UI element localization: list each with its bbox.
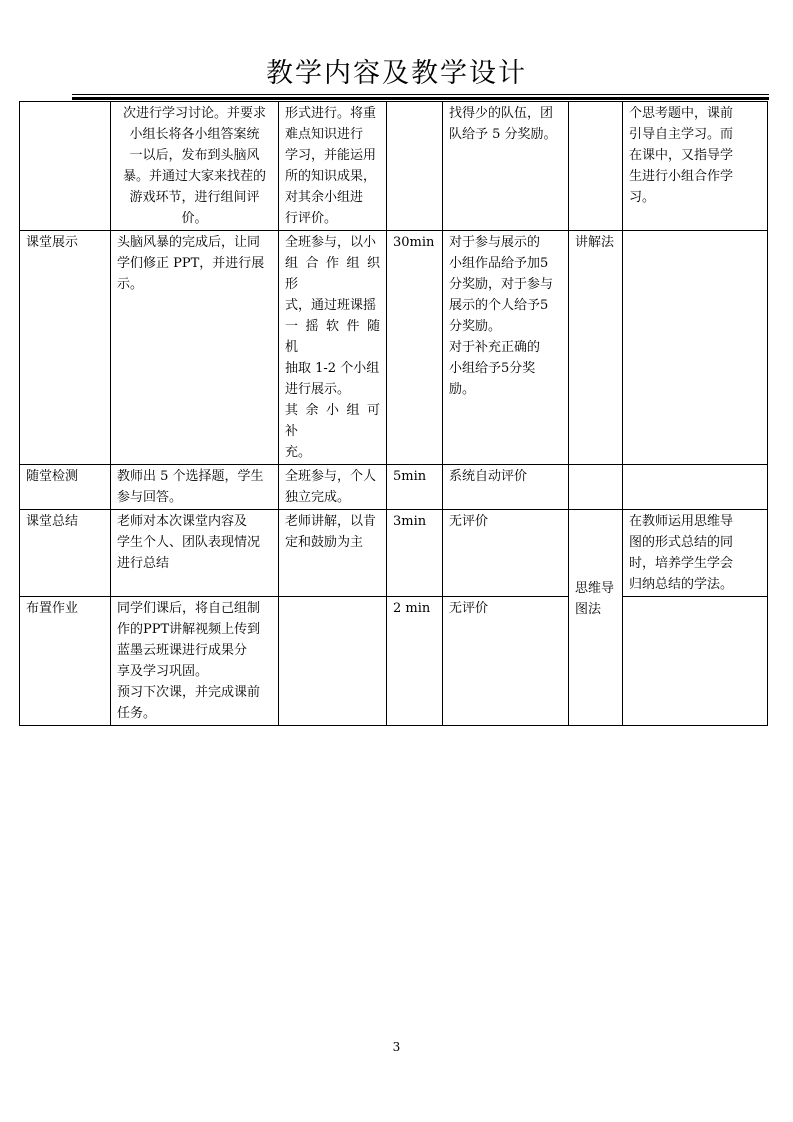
cell-text: 一 摇 软 件 随 机 bbox=[285, 319, 380, 355]
page-number: 3 bbox=[392, 1040, 401, 1054]
cell-text: 小组给予5分奖 bbox=[449, 361, 536, 376]
method-cell-merged bbox=[569, 510, 623, 726]
cell-text: 对其余小组进 bbox=[285, 190, 364, 205]
cell-text: 图的形式总结的同 bbox=[629, 535, 734, 550]
method-cell bbox=[569, 231, 623, 465]
method-cell bbox=[569, 102, 623, 231]
cell-text: 老师讲解，以肯 bbox=[285, 514, 377, 529]
cell-text: 全班参与，个人 bbox=[285, 469, 377, 484]
intent-cell bbox=[623, 102, 768, 231]
cell-text: 同学们课后，将自己组制 bbox=[117, 601, 261, 616]
cell-text: 图法 bbox=[575, 602, 602, 617]
time-cell bbox=[387, 102, 443, 231]
cell-text: 老师对本次课堂内容及 bbox=[117, 514, 248, 529]
cell-text: 示。 bbox=[117, 277, 144, 292]
cell-text: 2 min bbox=[393, 601, 431, 616]
cell-text: 组 合 作 组 织 形 bbox=[285, 256, 380, 292]
form-cell bbox=[279, 102, 387, 231]
cell-text: 进行总结 bbox=[117, 556, 170, 571]
content-cell bbox=[111, 510, 279, 597]
cell-text: 进行展示。 bbox=[285, 382, 351, 397]
cell-text: 次进行学习讨论。并要求 bbox=[122, 106, 266, 121]
intent-cell bbox=[623, 465, 768, 510]
cell-text: 游戏环节，进行组间评 bbox=[129, 190, 260, 205]
cell-text: 享及学习巩固。 bbox=[117, 664, 209, 679]
stage-cell bbox=[20, 102, 111, 231]
cell-text: 头脑风暴的完成后，让同 bbox=[117, 235, 261, 250]
cell-text: 作的PPT讲解视频上传到 bbox=[117, 622, 261, 637]
content-cell bbox=[111, 231, 279, 465]
cell-text: 小组作品给予加5 bbox=[449, 256, 549, 271]
lesson-plan-table bbox=[19, 101, 768, 726]
cell-text: 引导自主学习。而 bbox=[629, 127, 734, 142]
evaluation-cell bbox=[443, 597, 569, 726]
cell-text: 随堂检测 bbox=[26, 469, 79, 484]
cell-text: 学们修正 PPT，并进行展 bbox=[117, 256, 265, 271]
cell-text: 对于参与展示的 bbox=[449, 235, 541, 250]
cell-text: 全班参与，以小 bbox=[285, 235, 377, 250]
cell-text: 时，培养学生学会 bbox=[629, 556, 734, 571]
cell-text: 5min bbox=[393, 469, 427, 484]
time-cell bbox=[387, 597, 443, 726]
cell-text: 式，通过班课摇 bbox=[285, 298, 377, 313]
evaluation-cell bbox=[443, 231, 569, 465]
cell-text: 个思考题中，课前 bbox=[629, 106, 734, 121]
stage-cell bbox=[20, 465, 111, 510]
cell-text: 找得少的队伍，团 bbox=[449, 106, 554, 121]
cell-text: 课堂总结 bbox=[26, 514, 79, 529]
cell-text: 学生个人、团队表现情况 bbox=[117, 535, 261, 550]
form-cell bbox=[279, 231, 387, 465]
cell-text: 学习，并能运用 bbox=[285, 148, 377, 163]
intent-cell bbox=[623, 231, 768, 465]
evaluation-cell bbox=[443, 102, 569, 231]
time-cell bbox=[387, 465, 443, 510]
stage-cell bbox=[20, 231, 111, 465]
header-rule-thick bbox=[72, 97, 769, 100]
method-cell bbox=[569, 465, 623, 510]
stage-cell bbox=[20, 510, 111, 597]
cell-text: 充。 bbox=[285, 445, 312, 460]
table-row bbox=[20, 231, 768, 465]
cell-text: 展示的个人给予5 bbox=[449, 298, 549, 313]
cell-text: 一以后，发布到头脑风 bbox=[129, 148, 260, 163]
content-cell bbox=[111, 102, 279, 231]
cell-text: 任务。 bbox=[117, 706, 157, 721]
cell-text: 无评价 bbox=[449, 601, 489, 616]
cell-text: 所的知识成果， bbox=[285, 169, 377, 184]
table-row bbox=[20, 597, 768, 726]
cell-text: 习。 bbox=[629, 190, 656, 205]
intent-cell bbox=[623, 510, 768, 597]
cell-text: 行评价。 bbox=[285, 211, 338, 226]
cell-text: 励。 bbox=[449, 382, 476, 397]
content-cell bbox=[111, 465, 279, 510]
cell-text: 预习下次课，并完成课前 bbox=[117, 685, 261, 700]
cell-text: 思维导 bbox=[575, 581, 615, 596]
cell-text: 3min bbox=[393, 514, 427, 529]
cell-text: 形式进行。将重 bbox=[285, 106, 377, 121]
cell-text: 抽取 1-2 个小组 bbox=[285, 361, 380, 376]
time-cell bbox=[387, 510, 443, 597]
cell-text: 对于补充正确的 bbox=[449, 340, 541, 355]
table-row bbox=[20, 102, 768, 231]
cell-text: 分奖励，对于参与 bbox=[449, 277, 554, 292]
cell-text: 30min bbox=[393, 235, 435, 250]
cell-text: 分奖励。 bbox=[449, 319, 502, 334]
content-cell bbox=[111, 597, 279, 726]
cell-text: 布置作业 bbox=[26, 601, 79, 616]
cell-text: 暴。并通过大家来找茬的 bbox=[122, 169, 266, 184]
table-row bbox=[20, 510, 768, 597]
cell-text: 队给予 5 分奖励。 bbox=[449, 127, 557, 142]
evaluation-cell bbox=[443, 510, 569, 597]
cell-text: 教师出 5 个选择题，学生 bbox=[117, 469, 264, 484]
form-cell bbox=[279, 465, 387, 510]
evaluation-cell bbox=[443, 465, 569, 510]
cell-text: 蓝墨云班课进行成果分 bbox=[117, 643, 248, 658]
cell-text: 独立完成。 bbox=[285, 490, 351, 505]
cell-text: 其 余 小 组 可 补 bbox=[285, 403, 380, 439]
cell-text: 参与回答。 bbox=[117, 490, 183, 505]
stage-cell bbox=[20, 597, 111, 726]
form-cell bbox=[279, 510, 387, 597]
cell-text: 生进行小组合作学 bbox=[629, 169, 734, 184]
cell-text: 定和鼓励为主 bbox=[285, 535, 364, 550]
cell-text: 在课中，又指导学 bbox=[629, 148, 734, 163]
form-cell bbox=[279, 597, 387, 726]
cell-text: 讲解法 bbox=[575, 235, 615, 250]
cell-text: 难点知识进行 bbox=[285, 127, 364, 142]
cell-text: 归纳总结的学法。 bbox=[629, 577, 734, 592]
page-title: 教学内容及教学设计 bbox=[266, 58, 527, 89]
intent-cell bbox=[623, 597, 768, 726]
cell-text: 小组长将各小组答案统 bbox=[129, 127, 260, 142]
cell-text: 价。 bbox=[181, 211, 208, 226]
cell-text: 课堂展示 bbox=[26, 235, 79, 250]
cell-text: 在教师运用思维导 bbox=[629, 514, 734, 529]
cell-text: 系统自动评价 bbox=[449, 469, 528, 484]
cell-text: 无评价 bbox=[449, 514, 489, 529]
header-rule-thin bbox=[72, 94, 769, 95]
table-row bbox=[20, 465, 768, 510]
time-cell bbox=[387, 231, 443, 465]
